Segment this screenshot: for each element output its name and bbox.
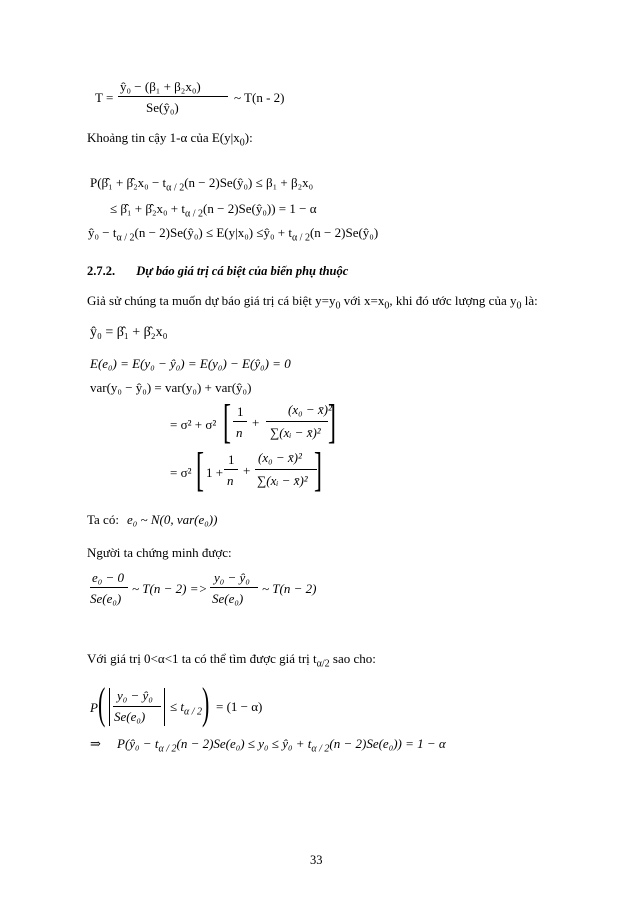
- eq10-fraction1-bar: [90, 587, 128, 588]
- eq8-fraction2-bar: [255, 469, 317, 470]
- eq11-fraction-bar: [113, 706, 161, 707]
- eq8-plus: +: [243, 463, 251, 478]
- eq11-abs-left: [109, 688, 110, 726]
- eq7-lhs: = σ² + σ²: [170, 417, 217, 432]
- paragraph-we-have: Ta có:: [87, 512, 119, 527]
- paragraph-forecast: Giả sử chúng ta muốn dự báo giá trị cá biệt $y=y_0$ với $x=x_0$, khi đó ước lượng của $y_0$ là:: [87, 293, 538, 312]
- paragraph-confidence-interval: Khoảng tin cậy 1-α của $E(y|x_0)$:: [87, 130, 253, 149]
- eq7-numerator: (x₀ − x̄)²: [288, 402, 332, 417]
- eq8-right-bracket: ]: [314, 443, 322, 496]
- eq8-fraction1-bar: [224, 469, 238, 470]
- eq1-numerator: ŷ₀ − (β₁ + β₂x₀): [120, 79, 201, 94]
- eq11-right-paren: ): [202, 679, 210, 728]
- eq7-fraction1-bar: [233, 421, 247, 422]
- eq11-le: ≤ $t_{\alpha / 2}$: [170, 699, 203, 718]
- eq8-denominator: ∑(xᵢ − x̄)²: [257, 473, 308, 488]
- eq10-fraction2-bar: [210, 587, 258, 588]
- eq2-line2: ≤ β̂₁ + β̂₂x₀ + $t_{\alpha / 2}(n$ − 2)Se(ŷ₀)) = 1 − α: [110, 201, 317, 220]
- eq7-one: 1: [237, 404, 244, 419]
- eq8-n: n: [227, 473, 234, 488]
- eq2-line1: P(β̂₁ + β̂₂x₀ − $t_{\alpha / 2}(n$ − 2)Se(ŷ₀) ≤ β₁ + β₂x₀: [90, 175, 314, 194]
- eq12-probability: P(ŷ₀ − $t_{\alpha / 2}(n - 2)Se(e_0) \le y_0$ ≤ ŷ₀ + $t_{\alpha / 2}(n - 2)Se(e_0)) = 1 - \alpha$: [117, 736, 446, 755]
- eq8-fraction1-num: 1: [228, 452, 235, 467]
- eq10-den1: Se(e₀): [90, 591, 122, 606]
- section-heading: [87, 265, 348, 278]
- eq10-num2: y₀ − ŷ₀: [214, 570, 250, 585]
- eq7-left-bracket: [: [223, 395, 231, 448]
- eq3-interval: ŷ₀ − $t_{\alpha / 2}(n$ − 2)Se(ŷ₀) ≤ E(y|x₀) ≤ŷ₀ + $t_{\alpha / 2}(n$ − 2)Se(ŷ₀): [88, 225, 379, 244]
- section-title: Dự báo giá trị cá biệt của biến phụ thuộc: [136, 264, 349, 278]
- eq7-plus: +: [252, 415, 260, 430]
- eq4-estimate: ŷ₀ = β̂₁ + β̂₂x₀: [90, 325, 168, 340]
- eq8-lhs: = σ²: [170, 465, 192, 480]
- eq10-rhs: ~ T(n − 2): [262, 581, 317, 596]
- page-number: 33: [310, 853, 323, 867]
- eq8-left-bracket: [: [196, 443, 204, 496]
- eq11-abs-right: [164, 688, 165, 726]
- paragraph-proved: Người ta chứng minh được:: [87, 545, 232, 560]
- eq9-distribution: e₀ ~ N(0, var(e₀)): [127, 512, 218, 527]
- section-number: 2.7.2.: [87, 264, 116, 278]
- eq6-variance: var(y₀ − ŷ₀) = var(y₀) + var(ŷ₀): [90, 380, 252, 395]
- eq7-n: n: [236, 425, 243, 440]
- eq12-arrow: ⇒: [90, 736, 101, 751]
- eq7-right-bracket: ]: [328, 395, 336, 448]
- eq11-rhs: = (1 − α): [216, 699, 263, 714]
- eq11-denominator: Se(e₀): [114, 709, 146, 724]
- eq5-expectation: E(e₀) = E(y₀ − ŷ₀) = E(y₀) − E(ŷ₀) = 0: [90, 356, 291, 371]
- eq10-den2: Se(e₀): [212, 591, 244, 606]
- eq1-rhs: ~ T(n - 2): [234, 90, 285, 105]
- eq10-mid: ~ T(n − 2) =>: [132, 581, 208, 596]
- eq1-fraction-bar: [118, 96, 228, 97]
- eq11-numerator: y₀ − ŷ₀: [117, 688, 153, 703]
- eq7-fraction2-bar: [266, 421, 328, 422]
- eq10-num1: e₀ − 0: [92, 570, 125, 585]
- eq11-p: P: [90, 700, 98, 715]
- eq7-denominator: ∑(xᵢ − x̄)²: [270, 425, 321, 440]
- eq1-denominator: Se(ŷ₀): [146, 100, 179, 115]
- eq8-one: 1 +: [206, 465, 224, 480]
- eq1-lhs: T =: [95, 90, 114, 105]
- paragraph-alpha: Với giá trị 0<α<1 ta có thể tìm được giá trị $t_{\alpha/2}$ sao cho:: [87, 651, 376, 670]
- eq11-left-paren: (: [98, 679, 106, 728]
- eq8-numerator: (x₀ − x̄)²: [258, 450, 302, 465]
